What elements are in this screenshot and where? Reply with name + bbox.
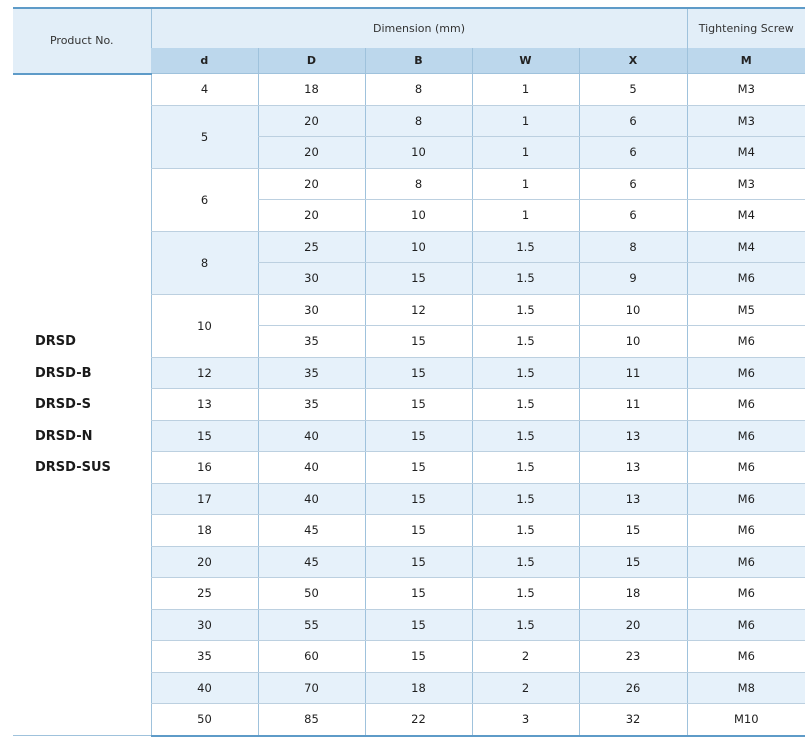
cell-X: 6	[579, 200, 687, 232]
cell-M: M10	[687, 704, 805, 736]
cell-W: 1	[472, 168, 579, 200]
cell-W: 1.5	[472, 357, 579, 389]
cell-M: M6	[687, 420, 805, 452]
cell-d: 35	[151, 641, 258, 673]
cell-W: 1.5	[472, 546, 579, 578]
cell-B: 15	[365, 357, 472, 389]
cell-M: M6	[687, 357, 805, 389]
cell-d: 8	[151, 231, 258, 294]
cell-B: 8	[365, 105, 472, 137]
cell-W: 1.5	[472, 294, 579, 326]
cell-W: 1.5	[472, 231, 579, 263]
cell-M: M3	[687, 74, 805, 106]
cell-M: M4	[687, 200, 805, 232]
header-tightening-screw: Tightening Screw	[687, 8, 805, 48]
col-header-M: M	[687, 48, 805, 74]
cell-X: 10	[579, 294, 687, 326]
cell-W: 1.5	[472, 515, 579, 547]
cell-X: 11	[579, 389, 687, 421]
cell-W: 1	[472, 200, 579, 232]
cell-D: 45	[258, 546, 365, 578]
cell-W: 1.5	[472, 452, 579, 484]
cell-B: 15	[365, 515, 472, 547]
cell-X: 11	[579, 357, 687, 389]
cell-M: M6	[687, 515, 805, 547]
cell-d: 18	[151, 515, 258, 547]
cell-B: 15	[365, 483, 472, 515]
cell-D: 20	[258, 168, 365, 200]
cell-D: 40	[258, 483, 365, 515]
cell-W: 1.5	[472, 578, 579, 610]
cell-D: 25	[258, 231, 365, 263]
cell-D: 20	[258, 105, 365, 137]
cell-d: 13	[151, 389, 258, 421]
cell-X: 20	[579, 609, 687, 641]
cell-M: M3	[687, 168, 805, 200]
product-name: DRSD-SUS	[35, 460, 111, 475]
cell-d: 16	[151, 452, 258, 484]
cell-X: 15	[579, 515, 687, 547]
cell-d: 40	[151, 672, 258, 704]
product-name: DRSD	[35, 334, 76, 349]
col-header-B: B	[365, 48, 472, 74]
cell-D: 30	[258, 294, 365, 326]
col-header-X: X	[579, 48, 687, 74]
cell-M: M6	[687, 326, 805, 358]
cell-d: 5	[151, 105, 258, 168]
cell-X: 6	[579, 168, 687, 200]
cell-W: 1.5	[472, 263, 579, 295]
cell-X: 13	[579, 452, 687, 484]
cell-D: 35	[258, 357, 365, 389]
cell-B: 22	[365, 704, 472, 736]
cell-D: 20	[258, 137, 365, 169]
cell-M: M6	[687, 609, 805, 641]
cell-W: 1	[472, 105, 579, 137]
cell-M: M4	[687, 231, 805, 263]
cell-B: 10	[365, 137, 472, 169]
spec-table-container	[13, 7, 805, 737]
cell-B: 15	[365, 641, 472, 673]
cell-W: 1.5	[472, 326, 579, 358]
cell-B: 15	[365, 578, 472, 610]
cell-M: M6	[687, 578, 805, 610]
cell-d: 25	[151, 578, 258, 610]
cell-D: 20	[258, 200, 365, 232]
cell-X: 6	[579, 105, 687, 137]
cell-B: 15	[365, 263, 472, 295]
cell-W: 1.5	[472, 389, 579, 421]
cell-B: 15	[365, 326, 472, 358]
cell-D: 40	[258, 420, 365, 452]
cell-M: M5	[687, 294, 805, 326]
cell-d: 50	[151, 704, 258, 736]
cell-W: 2	[472, 672, 579, 704]
cell-X: 15	[579, 546, 687, 578]
cell-d: 4	[151, 74, 258, 106]
col-header-W: W	[472, 48, 579, 74]
cell-d: 20	[151, 546, 258, 578]
cell-B: 15	[365, 452, 472, 484]
cell-D: 45	[258, 515, 365, 547]
cell-M: M6	[687, 452, 805, 484]
cell-d: 6	[151, 168, 258, 231]
cell-M: M6	[687, 263, 805, 295]
cell-D: 60	[258, 641, 365, 673]
cell-B: 15	[365, 546, 472, 578]
cell-d: 15	[151, 420, 258, 452]
cell-B: 15	[365, 609, 472, 641]
cell-B: 12	[365, 294, 472, 326]
cell-X: 13	[579, 483, 687, 515]
cell-M: M3	[687, 105, 805, 137]
cell-d: 30	[151, 609, 258, 641]
cell-M: M4	[687, 137, 805, 169]
cell-B: 10	[365, 231, 472, 263]
cell-B: 8	[365, 74, 472, 106]
cell-W: 2	[472, 641, 579, 673]
cell-X: 23	[579, 641, 687, 673]
cell-X: 10	[579, 326, 687, 358]
cell-W: 1.5	[472, 483, 579, 515]
cell-W: 1.5	[472, 420, 579, 452]
cell-B: 15	[365, 420, 472, 452]
cell-X: 18	[579, 578, 687, 610]
product-name: DRSD-B	[35, 365, 92, 381]
header-product-no: Product No.	[13, 8, 151, 74]
cell-d: 12	[151, 357, 258, 389]
header-dimension: Dimension (mm)	[151, 8, 687, 48]
cell-X: 5	[579, 74, 687, 106]
cell-W: 1	[472, 137, 579, 169]
cell-D: 50	[258, 578, 365, 610]
cell-X: 6	[579, 137, 687, 169]
header-row-top	[13, 8, 805, 48]
cell-X: 32	[579, 704, 687, 736]
cell-W: 1.5	[472, 609, 579, 641]
cell-W: 3	[472, 704, 579, 736]
cell-d: 10	[151, 294, 258, 357]
cell-D: 18	[258, 74, 365, 106]
cell-B: 10	[365, 200, 472, 232]
product-name: DRSD-S	[35, 397, 91, 412]
cell-X: 8	[579, 231, 687, 263]
cell-D: 55	[258, 609, 365, 641]
spec-table-body	[13, 74, 805, 736]
cell-D: 70	[258, 672, 365, 704]
cell-D: 40	[258, 452, 365, 484]
cell-d: 17	[151, 483, 258, 515]
cell-M: M6	[687, 641, 805, 673]
cell-B: 8	[365, 168, 472, 200]
cell-W: 1	[472, 74, 579, 106]
cell-D: 85	[258, 704, 365, 736]
cell-X: 13	[579, 420, 687, 452]
product-list	[13, 74, 151, 736]
table-row	[13, 74, 805, 106]
cell-D: 35	[258, 326, 365, 358]
cell-M: M6	[687, 389, 805, 421]
spec-table	[13, 7, 805, 737]
cell-M: M8	[687, 672, 805, 704]
cell-D: 35	[258, 389, 365, 421]
cell-B: 18	[365, 672, 472, 704]
cell-X: 26	[579, 672, 687, 704]
cell-D: 30	[258, 263, 365, 295]
col-header-d: d	[151, 48, 258, 74]
product-name: DRSD-N	[35, 428, 93, 444]
cell-X: 9	[579, 263, 687, 295]
cell-M: M6	[687, 483, 805, 515]
cell-B: 15	[365, 389, 472, 421]
col-header-D: D	[258, 48, 365, 74]
cell-M: M6	[687, 546, 805, 578]
